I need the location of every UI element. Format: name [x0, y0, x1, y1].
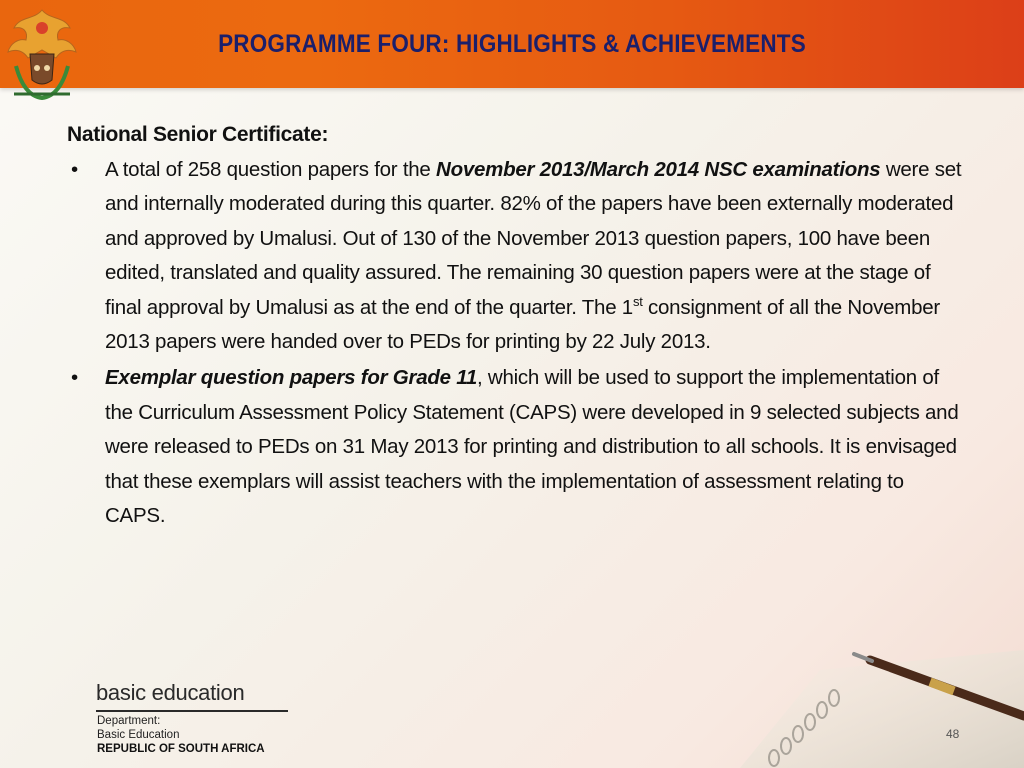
- slide-body: [67, 118, 967, 535]
- bullet-marker: •: [71, 366, 78, 390]
- bullet-text: A total of 258 question papers for the: [105, 158, 437, 181]
- section-heading: National Senior Certificate:: [67, 123, 329, 146]
- bullet-text: , which will be used to support the implementation of the Curriculum Assessment Policy Statement (CAPS) were developed in 9 selected subjects and were released to PEDs on 31 May 2013 for printing and distribution to all schools. It is envisaged that these exemplars will assist teachers with the implementation of assessment relating to CAPS.: [105, 366, 959, 528]
- slide-title: PROGRAMME FOUR: HIGHLIGHTS & ACHIEVEMENTS: [218, 29, 806, 58]
- department-line-3: REPUBLIC OF SOUTH AFRICA: [97, 743, 265, 755]
- notebook-pen-illustration: [680, 630, 1024, 768]
- brand-divider: [96, 710, 288, 712]
- department-line-2: Basic Education: [97, 729, 180, 741]
- ordinal-superscript: st: [632, 293, 643, 309]
- bullet-text: were set and internally moderated during this quarter. 82% of the papers have been externally moderated and approved by Umalusi. Out of 130 of the November 2013 question papers, 100 have been edited, translated and quality assured. The remaining 30 question papers were at the stage of final approval by Umalusi as at the end of the quarter. The 1: [105, 158, 962, 319]
- bullet-emphasis: November 2013/March 2014 NSC examinations: [436, 158, 881, 181]
- bullet-item-nsc-papers: [67, 153, 967, 359]
- coat-of-arms-icon: [6, 6, 78, 104]
- department-line-1: Department:: [97, 715, 161, 727]
- brand-name: basic education: [96, 680, 245, 705]
- bullet-emphasis: Exemplar question papers for Grade 11: [105, 366, 478, 390]
- bullet-marker: •: [71, 158, 78, 181]
- page-number: 48: [946, 727, 960, 741]
- bullet-item-exemplar-papers: [67, 361, 967, 533]
- bullet-text: consignment of all the November 2013 papers were handed over to PEDs for printing by 22 July 2013.: [105, 295, 940, 354]
